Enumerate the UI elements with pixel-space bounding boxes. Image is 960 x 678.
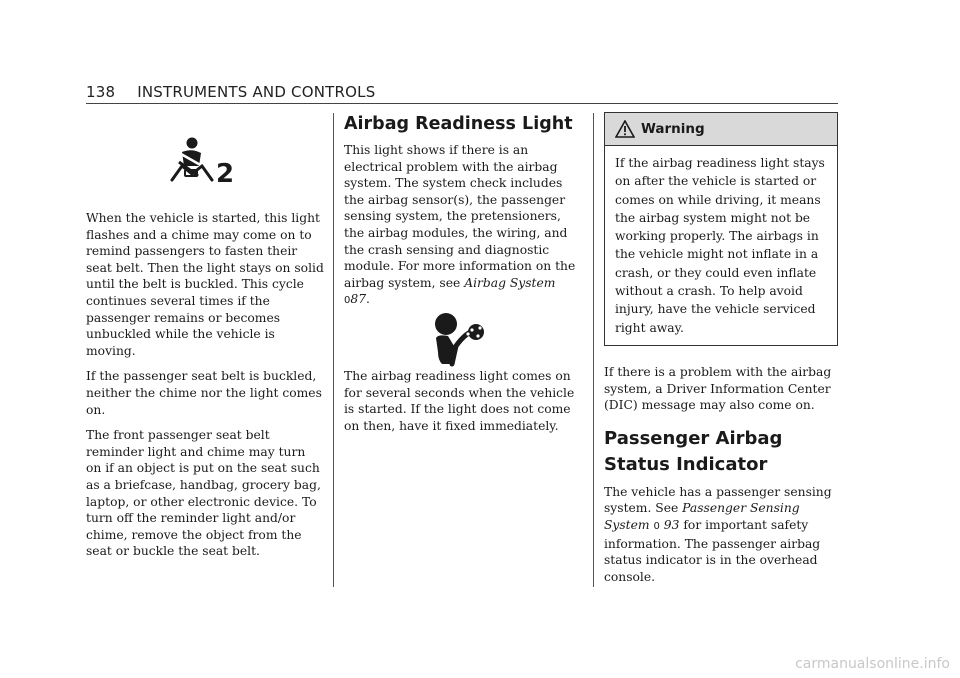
warning-box — [604, 112, 838, 346]
seatbelt-icon-number: 2 — [216, 159, 234, 186]
passenger-airbag-text-end: for important safety information. The passenger airbag status indicator is in the overhead console. — [604, 517, 821, 584]
warning-triangle-icon — [615, 120, 635, 138]
column-3 — [604, 112, 838, 594]
page-header — [86, 83, 375, 101]
airbag-system-page[interactable]: 87 — [350, 292, 367, 307]
seatbelt-paragraph-2: If the passenger seat belt is buckled, neither the chime nor the light comes on. — [86, 369, 322, 417]
airbag-readiness-text: This light shows if there is an electrical problem with the airbag system. The system check includes the airbag sensor(s), the passenger sensing system, the pretensioners, the airbag modules, the wiring, and the crash sensing and diagnostic module. For more information on the airbag system, see — [344, 143, 576, 290]
watermark: carmanualsonline.info — [795, 656, 950, 672]
warning-header — [605, 113, 837, 146]
column-2 — [344, 112, 582, 433]
airbag-readiness-heading: Airbag Readiness Light — [344, 114, 573, 134]
header-divider — [86, 103, 838, 104]
airbag-system-link[interactable]: Airbag System — [464, 275, 556, 290]
column-divider-1 — [333, 113, 334, 587]
seatbelt-paragraph-1: When the vehicle is started, this light flashes and a chime may come on to remind passengers to fasten their seat belt. Then the light stays on solid until the belt is buckled. This cycle continues several times if the passenger remains or becomes unbuckled while the vehicle is moving. — [86, 211, 324, 358]
passenger-airbag-heading: Passenger Airbag Status Indicator — [604, 427, 783, 475]
passenger-airbag-text-start: The vehicle has a passenger sensing system. See — [604, 484, 832, 516]
warning-text: If the airbag readiness light stays on after the vehicle is started or comes on while driving, it means the airbag system might not be working properly. The airbags in the vehicle might not inflate in a crash, or they could even inflate without a crash. To help avoid injury, have the vehicle serviced right away. — [615, 156, 825, 335]
page-reference-arrow-icon: 0 — [653, 520, 660, 532]
seatbelt-paragraph-3: The front passenger seat belt reminder light and chime may turn on if an object is put on the seat such as a briefcase, handbag, grocery bag, laptop, or other electronic device. To turn off the reminder light and/or chime, remove the object from the seat or buckle the seat belt. — [86, 428, 321, 559]
airbag-readiness-paragraph-2: The airbag readiness light comes on for several seconds when the vehicle is started. If the light does not come on then, have it fixed immediately. — [344, 369, 575, 433]
page-number: 138 — [86, 83, 116, 101]
page-reference-arrow-icon: 0 — [344, 295, 351, 307]
passenger-airbag-paragraph — [604, 484, 838, 586]
section-title: INSTRUMENTS AND CONTROLS — [137, 83, 376, 101]
passenger-sensing-page[interactable]: 93 — [663, 517, 680, 532]
column-1 — [86, 210, 324, 569]
sentence-end: . — [366, 292, 370, 307]
dic-paragraph: If there is a problem with the airbag system, a Driver Information Center (DIC) message may also come on. — [604, 364, 832, 413]
airbag-readiness-paragraph-1 — [344, 142, 582, 310]
passenger-sensing-link[interactable]: Passenger Sensing System — [604, 501, 800, 532]
seatbelt-reminder-icon — [168, 136, 234, 186]
warning-title: Warning — [641, 120, 705, 137]
airbag-readiness-icon — [428, 312, 488, 370]
column-divider-2 — [593, 113, 594, 587]
